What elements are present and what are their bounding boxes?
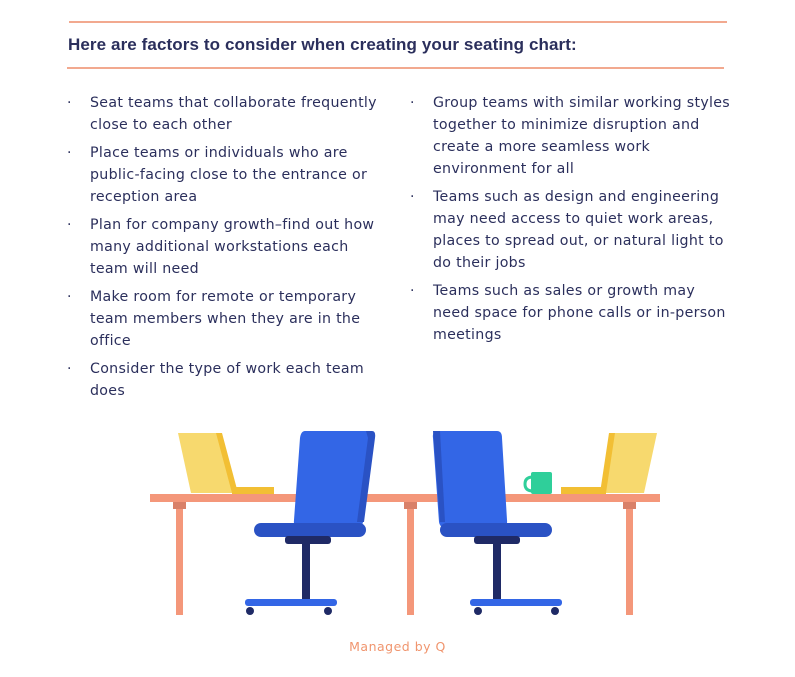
- bullet-icon: ·: [410, 283, 415, 299]
- list-item: · Teams such as sales or growth may need space for phone calls or in-person meetings: [410, 280, 735, 346]
- bullet-icon: ·: [67, 217, 72, 233]
- list-item: · Place teams or individuals who are public-facing close to the entrance or reception area: [67, 142, 387, 208]
- bullet-icon: ·: [67, 145, 72, 161]
- bullet-icon: ·: [410, 189, 415, 205]
- footer-brand: Managed by Q: [349, 639, 446, 654]
- left-chair-icon: [245, 431, 375, 615]
- desk-legs: [173, 502, 636, 615]
- list-item: · Make room for remote or temporary team members when they are in the office: [67, 286, 387, 352]
- bullet-icon: ·: [67, 289, 72, 305]
- left-laptop-icon: [178, 433, 274, 494]
- list-item: · Plan for company growth–find out how many additional workstations each team will need: [67, 214, 387, 280]
- desk-top: [150, 494, 660, 502]
- right-laptop-icon: [561, 433, 657, 494]
- bullet-icon: ·: [410, 95, 415, 111]
- list-item: · Group teams with similar working styles together to minimize disruption and create a more seamless work environment for all: [410, 92, 735, 180]
- list-item: · Consider the type of work each team does: [67, 358, 387, 402]
- list-item: · Seat teams that collaborate frequently close to each other: [67, 92, 387, 136]
- page-title: Here are factors to consider when creating your seating chart:: [68, 35, 577, 54]
- mug-icon: [525, 472, 552, 494]
- list-item: · Teams such as design and engineering may need access to quiet work areas, places to spread out, or natural light to do their jobs: [410, 186, 735, 274]
- bullet-icon: ·: [67, 361, 72, 377]
- bullet-icon: ·: [67, 95, 72, 111]
- right-chair-icon: [433, 431, 562, 615]
